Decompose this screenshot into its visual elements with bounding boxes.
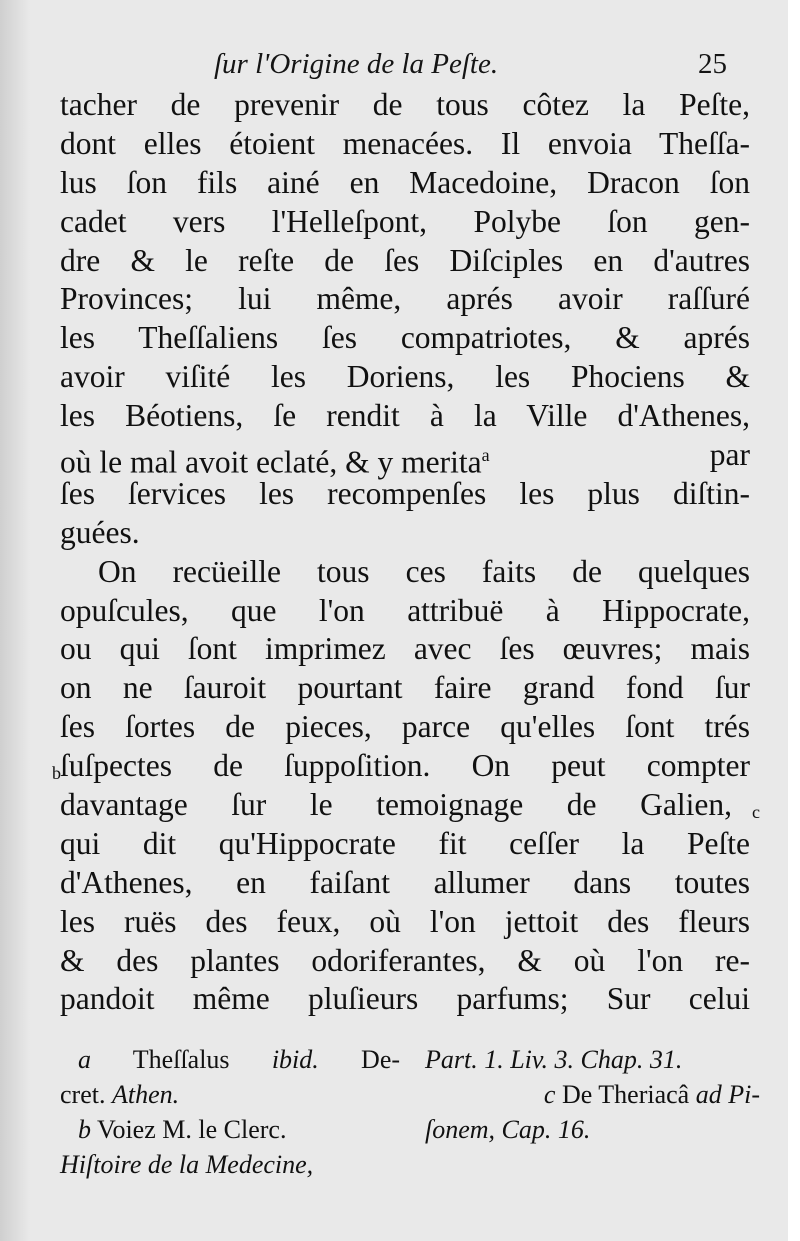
footnote-a-ref: Part. 1. Liv. 3. Chap. 31. [425, 1045, 683, 1074]
body-text [60, 86, 750, 1019]
text-line: qui dit qu'Hippocrate fit ceſſer la Peſte [60, 825, 750, 861]
text-line: tacher de prevenir de tous côtez la Peſte, [60, 87, 750, 122]
text-line: dre & le reſte de ſes Diſciples en d'autres [60, 242, 750, 278]
text-line-start: où le mal avoit eclaté, & y merita [60, 444, 482, 480]
text-line: ou qui ſont imprimez avec ſes œuvres; mais [60, 631, 750, 667]
text-line: ſuſpectes de ſuppoſition. On peut compter [60, 748, 750, 784]
text-line: les Béotiens, ſe rendit à la Ville d'Athenes, [60, 398, 750, 434]
page-gutter-shadow [0, 0, 30, 1241]
text-line: On recüeille tous ces faits de quelques [98, 553, 750, 589]
text-line: ſes ſortes de pieces, parce qu'elles ſont trés [60, 709, 750, 745]
text-line: les ruës des feux, où l'on jettoit des fleurs [60, 903, 750, 939]
footnote-text: ad Pi- [695, 1080, 760, 1109]
text-line-end: par [709, 437, 750, 473]
footnote-b-cont: Hiſtoire de la Medecine, [60, 1150, 314, 1179]
footnotes-right-column [425, 1042, 760, 1147]
page-header [0, 44, 788, 84]
text-line: avoir viſité les Doriens, les Phociens & [60, 359, 750, 395]
text-line: d'Athenes, en faiſant allumer dans toutes [60, 864, 750, 900]
footnote-letter: b [78, 1115, 91, 1144]
running-head: ſur l'Origine de la Peſte. [214, 48, 499, 80]
footnote-text: Voiez M. le Clerc. [97, 1115, 287, 1144]
text-line: lus ſon fils ainé en Macedoine, Dracon ſon [60, 164, 750, 200]
text-line: pandoit même pluſieurs parfums; Sur celui [60, 981, 750, 1017]
footnote-mark-c: c [752, 802, 760, 822]
footnote-mark-b: b [52, 763, 61, 783]
footnote-a [60, 1042, 400, 1077]
footnotes [60, 1042, 760, 1192]
text-line: les Theſſaliens ſes compatriotes, & aprés [60, 320, 750, 356]
footnote-c [425, 1077, 760, 1112]
footnotes-left-column [60, 1042, 400, 1182]
footnote-text: Theſſalus [132, 1045, 230, 1074]
footnote-text: Athen. [111, 1080, 180, 1109]
footnote-a-cont [60, 1077, 400, 1112]
text-line: ſes ſervices les recompenſes les plus diſtin- [60, 475, 750, 511]
footnote-c-cont: ſonem, Cap. 16. [425, 1115, 591, 1144]
footnote-letter: a [78, 1045, 91, 1074]
footnote-text: De Theriacâ [561, 1080, 690, 1109]
footnote-letter: c [543, 1080, 556, 1109]
text-line: on ne ſauroit pourtant faire grand fond ſur [60, 670, 750, 706]
text-line: davantage ſur le temoignage de Galien, [60, 787, 732, 823]
footnote-b [60, 1112, 400, 1147]
text-line: cadet vers l'Helleſpont, Polybe ſon gen- [60, 203, 750, 239]
footnote-text: cret. [60, 1080, 106, 1109]
footnote-mark-a: a [481, 445, 490, 466]
text-line: & des plantes odoriferantes, & où l'on re- [60, 942, 750, 978]
footnote-text: ibid. [271, 1045, 319, 1074]
page-number: 25 [698, 48, 727, 80]
text-line: guées. [60, 514, 140, 550]
footnote-text: De- [361, 1045, 401, 1074]
text-line [60, 436, 750, 480]
text-line: opuſcules, que l'on attribuë à Hippocrate, [60, 592, 750, 628]
text-line: Provinces; lui même, aprés avoir raſſuré [60, 281, 750, 317]
text-line: dont elles étoient menacées. Il envoia Theſſa- [60, 125, 750, 161]
